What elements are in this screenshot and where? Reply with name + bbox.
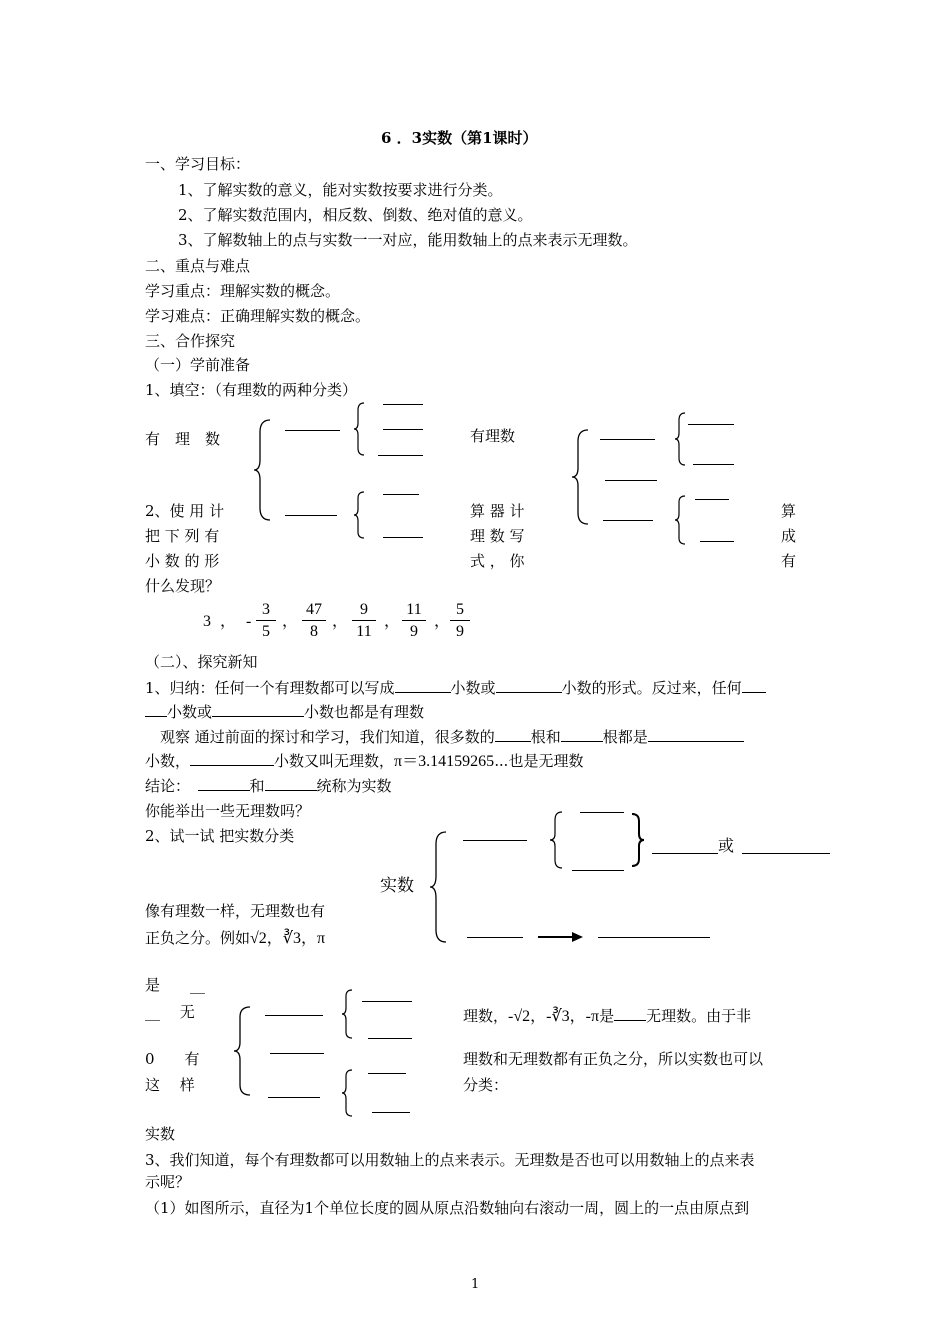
blank-line [603,520,653,521]
rational-label-a: 有 理 数 [145,430,221,448]
left-fragment-2: __ 无 [145,1003,195,1021]
brace-left-b [570,428,590,526]
try-classify: 2、试一试 把实数分类 [145,827,295,845]
blank-line [383,494,419,495]
blank-line [598,937,710,938]
blank-line [268,1097,320,1098]
q2-line-2: 把 下 列 有 [145,527,220,545]
q2-line-1: 2、使 用 计 [145,502,225,520]
q2-end: 什么发现？ [145,577,221,595]
right-text-line-1: 理数，-√2，-∛3，-π是 无理数。由于非 [463,1007,752,1025]
right-text-line-3: 分类： [463,1076,509,1094]
blank-line [285,430,340,431]
numerator: 5 [456,601,464,618]
left-fragment-3: 0 有 [145,1050,200,1068]
question-3-line-1: 3、我们知道，每个有理数都可以用数轴上的点来表示。无理数是否也可以用数轴上的点来表 [145,1151,755,1169]
brace-real [428,830,448,944]
ask-irrational: 你能举出一些无理数吗？ [145,802,311,820]
induction-line-2: 小数或 小数也都是有理数 [145,702,424,722]
subsection-prep: （一）学前准备 [145,356,251,374]
q2-line-3: 小 数 的 形 [145,552,220,570]
question-1: 1、填空：（有理数的两种分类） [145,381,358,399]
numerator: 9 [360,601,368,618]
question-3-line-3: （1）如图所示，直径为1个单位长度的圆从原点沿数轴向右滚动一周，圆上的一点由原点到 [145,1199,750,1217]
q2-right-3: 有 [781,552,797,570]
denominator: 5 [262,623,270,640]
number-three: 3 [203,613,211,630]
conclusion: 结论： 和 统称为实数 [145,777,392,795]
blank-line [378,455,423,456]
brace-left-a [252,418,272,522]
like-rational-line-2: 正负之分。例如√2，∛3，π [145,929,326,947]
blank-line [693,464,734,465]
left-fragment-1: 是 __ [145,976,206,994]
fraction-11-9 [402,600,426,641]
blank-line [285,515,337,516]
blank-line [695,499,729,500]
difficult-point: 学习难点：正确理解实数的概念。 [145,307,371,325]
pi-value: π＝3.14159265⋯ [394,753,509,770]
q2-mid-1: 算 器 计 [470,502,525,520]
fraction-47-8 [302,600,326,641]
goal-item-2: 2、了解实数范围内，相反数、倒数、绝对值的意义。 [178,206,533,224]
goal-item-3: 3、了解数轴上的点与实数一一对应，能用数轴上的点来表示无理数。 [178,231,638,249]
blank-line [652,853,718,854]
blank-line [383,537,423,538]
brace-small [340,1068,354,1118]
arrow-icon [538,930,584,944]
brace-small [340,988,354,1040]
blank-line [463,840,527,841]
brace-bottom [232,1005,252,1097]
brace-small [352,490,366,540]
blank-line [383,404,423,405]
blank-line [688,424,734,425]
section-heading-key-points: 二、重点与难点 [145,257,251,275]
q2-mid-2: 理 数 写 [470,527,525,545]
blank-line [372,1112,410,1113]
comma: ， [434,613,451,630]
induction-line-1: 1、归纳：任何一个有理数都可以写成 小数或 小数的形式。反过来，任何 [145,678,766,698]
blank-line [580,812,624,813]
rational-label-b: 有理数 [470,427,516,445]
like-rational-line-1: 像有理数一样，无理数也有 [145,902,326,920]
brace-small [352,401,366,457]
comma: ， [384,613,401,630]
comma: ， [282,613,299,630]
negative-sign: - [246,613,252,630]
negative-irrational-examples: -√2，-∛3，-π [508,1008,600,1025]
observe-line-1: 观察 通过前面的探讨和学习，我们知道，很多数的 根和 根都是 [160,727,744,747]
fraction-9-11 [352,600,376,641]
blank-line [265,1015,323,1016]
observe-line-2: 小数， 小数又叫无理数，π＝3.14159265⋯也是无理数 [145,752,584,770]
blank-line [383,429,423,430]
blank-line [572,870,624,871]
numerator: 3 [262,601,270,618]
right-text-line-2: 理数和无理数都有正负之分，所以实数也可以 [463,1050,764,1068]
brace-small [673,494,687,546]
or-label: 或 [718,836,735,855]
blank-line [362,1001,412,1002]
denominator: 8 [310,623,318,640]
goal-item-1: 1、了解实数的意义，能对实数按要求进行分类。 [178,181,503,199]
blank-line [467,937,523,938]
irrational-examples: √2，∛3，π [250,930,326,947]
blank-line [742,853,830,854]
brace-small [673,411,687,467]
blank-line [605,480,657,481]
numerator: 11 [406,601,422,618]
blank-line [368,1038,412,1039]
q2-right-2: 成 [781,527,797,545]
fraction-5-9 [450,600,470,641]
real-number-label: 实数 [380,876,414,896]
subsection-new-knowledge: （二）、探究新知 [145,653,258,671]
real-number-bottom-label: 实数 [145,1125,176,1143]
brace-closing [630,812,646,868]
comma: ， [220,613,237,630]
section-heading-goals: 一、学习目标： [145,155,251,173]
blank-line [600,439,655,440]
q2-right-1: 算 [781,502,797,520]
denominator: 9 [410,623,418,640]
page-title: 6 ．3实数（第1课时） [381,129,538,147]
denominator: 9 [456,623,464,640]
comma: ， [332,613,349,630]
blank-line [700,541,734,542]
page-number: 1 [471,1277,480,1292]
section-heading-explore: 三、合作探究 [145,332,236,350]
q2-mid-3: 式 ， 你 [470,552,525,570]
fraction-3-5 [256,600,276,641]
blank-line [270,1053,324,1054]
denominator: 11 [356,623,372,640]
blank-line [368,1073,406,1074]
numerator: 47 [306,601,322,618]
brace-small [548,810,564,870]
left-fragment-4: 这 样 [145,1076,195,1094]
question-3-line-2: 示呢？ [145,1173,191,1191]
key-point: 学习重点：理解实数的概念。 [145,282,341,300]
